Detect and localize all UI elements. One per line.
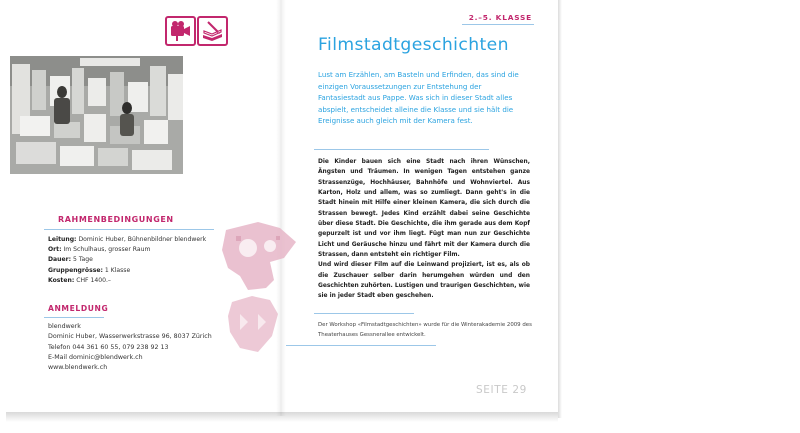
body-rule [314,313,414,314]
conditions-heading: RAHMENBEDINGUNGEN [58,215,174,224]
body-paragraph: Und wird dieser Film auf die Leinwand projiziert, ist es, als ob die Zuschauer selber darin herumgehen würden und den Geschichten zuhörten. Lustigen und traurigen Geschichten, wie sie in jeder Stadt eben geschehen. [318,262,530,300]
body-paragraph: Die Kinder bauen sich eine Stadt nach ihren Wünschen, Ängsten und Träumen. In wenigen Tagen entstehen ganze Strassenzüge, Hochhäuser, Bahnhöfe und Wohnviertel. Aus Karton, Holz und allem, was so zumliegt. Dann geht's in die Stadt hinein mit Hilfe einer kleinen Kamera, die sich durch die Strassen bewegt. Jedes Kind erzählt dabei seine Geschichte über diese Stadt. Die Geschichte, die ihm gerade aus dem Kopf gepurzelt ist und vor ihm liegt. Fügt man nun zur Geschichte Licht und Geräusche hinzu und fährt mit der Kamera durch die Strassen, dann entsteht ein richtiger Film. [318,159,530,259]
contact-heading: ANMELDUNG [48,304,109,313]
contact-line-phone: Telefon 044 361 60 55, 079 238 92 13 [48,343,169,351]
page-number: SEITE 29 [476,384,527,396]
body-text [318,157,530,302]
intro-rule [314,149,489,150]
grade-label: 2.–5. KLASSE [468,13,532,22]
contact-line-email: E-Mail dominic@blendwerk.ch [48,353,143,361]
footnote-rule [286,345,436,346]
page-edge [558,0,562,418]
intro-text: Lust am Erzählen, am Basteln und Erfinden, das sind die einzigen Voraussetzungen zur Entstehung der Fantasiestadt aus Pappe. Was sich in dieser Stadt alles abspielt, entscheidet alleine die Klasse und sie hält die Ereignisse auch gleich mit der Kamera fest. [318,70,519,126]
condition-row-kosten: Kosten: CHF 1400.– [48,276,111,284]
grade-rule [462,24,534,25]
footnote: Der Workshop «Filmstadtgeschichten» wurde für die Winterakademie 2009 des Theaterhauses Gessnerallee entwickelt. [318,322,532,338]
book-icon [197,16,228,46]
camera-icon [165,16,196,46]
condition-row-gruppe: Gruppengrösse: 1 Klasse [48,266,131,274]
page-title: Filmstadtgeschichten [318,35,509,55]
workshop-photo [10,56,183,174]
decorative-stamp [218,218,302,358]
condition-row-leitung: Leitung: Dominic Huber, Bühnenbildner blendwerk [48,236,207,243]
condition-row-ort: Ort: Im Schulhaus, grosser Raum [48,246,151,254]
contact-rule [44,317,104,318]
conditions-rule [44,229,214,230]
contact-line-web: www.blendwerk.ch [48,364,108,372]
condition-row-dauer: Dauer: 5 Tage [48,256,93,264]
contact-line-org: blendwerk [48,323,81,330]
contact-line-address: Dominic Huber, Wasserwerkstrasse 96, 8037 Zürich [48,333,212,341]
